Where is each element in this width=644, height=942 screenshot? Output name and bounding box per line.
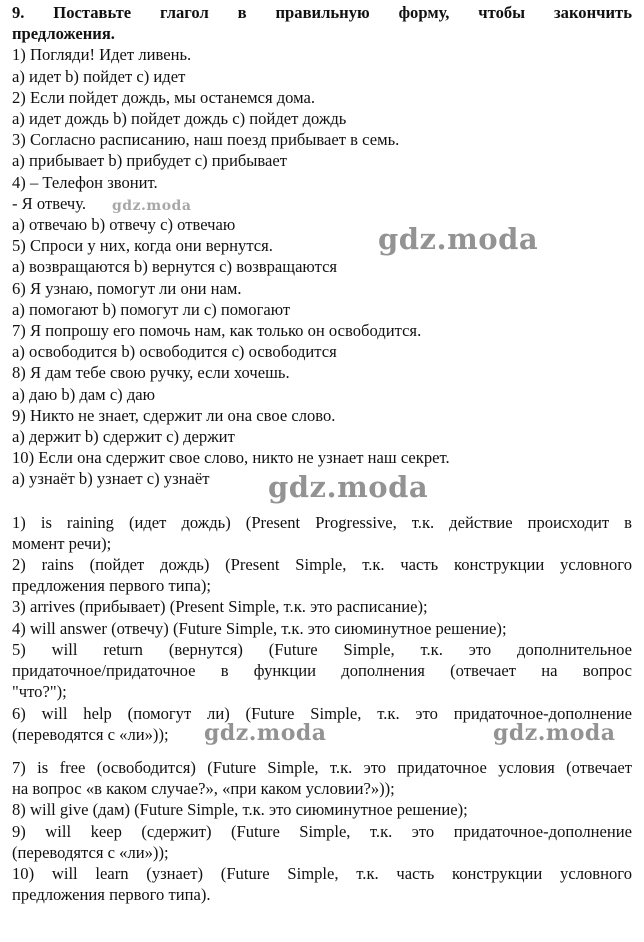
answer-line: "что?");	[12, 682, 67, 702]
answer-line: на вопрос «в каком случае?», «при каком условии?»));	[12, 779, 395, 799]
task-line: 1) Погляди! Идет ливень.	[12, 45, 192, 65]
task-line: a) прибывает b) прибудет c) прибывает	[12, 151, 288, 171]
answer-line: (переводятся с «ли»));	[12, 724, 169, 744]
answer-line: 4) will answer (отвечу) (Future Simple, т.к. это сиюминутное решение);	[12, 618, 507, 638]
task-line: 10) Если она сдержит свое слово, никто не узнает наш секрет.	[12, 448, 450, 468]
answer-line: 1) is raining (идет дождь) (Present Progressive, т.к. действие происходит в	[12, 512, 632, 532]
answer-gap	[12, 745, 632, 757]
answer-line: 10) will learn (узнает) (Future Simple, т.к. часть конструкции условного	[12, 863, 632, 883]
watermark: gdz.moda	[268, 470, 429, 504]
answer-line: предложения первого типа).	[12, 885, 211, 905]
watermark: gdz.moda	[112, 198, 192, 214]
watermark: gdz.moda	[378, 222, 539, 256]
watermark: gdz.moda	[493, 720, 616, 746]
answer-line: 2) rains (пойдет дождь) (Present Simple, т.к. часть конструкции условного	[12, 555, 632, 575]
task-line: a) помогают b) помогут ли c) помогают	[12, 299, 291, 319]
task-line: - Я отвечу.	[12, 193, 87, 213]
task-title: 9. Поставьте глагол в правильную форму, чтобы закончить	[12, 3, 632, 22]
task-line: a) даю b) дам c) даю	[12, 384, 156, 404]
answer-line: 8) will give (дам) (Future Simple, т.к. это сиюминутное решение);	[12, 800, 468, 820]
task-line: 5) Спроси у них, когда они вернутся.	[12, 236, 273, 256]
answer-line: предложения первого типа);	[12, 576, 211, 596]
answer-line: момент речи);	[12, 533, 112, 553]
task-line: a) возвращаются b) вернутся c) возвращаются	[12, 257, 338, 277]
answer-line: 3) arrives (прибывает) (Present Simple, т.к. это расписание);	[12, 597, 428, 617]
answer-line: 6) will help (помогут ли) (Future Simple, т.к. это придаточное-дополнение	[12, 703, 632, 723]
task-line: 4) – Телефон звонит.	[12, 172, 158, 192]
answer-line: 5) will return (вернутся) (Future Simple, т.к. это дополнительное	[12, 639, 632, 659]
task-line: a) отвечаю b) отвечу c) отвечаю	[12, 215, 236, 235]
task-line: 6) Я узнаю, помогут ли они нам.	[12, 278, 242, 298]
task-line: 9) Никто не знает, сдержит ли она свое слово.	[12, 405, 336, 425]
task-line: 8) Я дам тебе свою ручку, если хочешь.	[12, 363, 290, 383]
answer-list	[12, 512, 632, 906]
task-line: a) идет дождь b) пойдет дождь c) пойдет дождь	[12, 109, 347, 129]
task-line: a) освободится b) освободится c) освободится	[12, 342, 337, 362]
watermark: gdz.moda	[204, 720, 327, 746]
document-page	[12, 2, 632, 905]
task-line: a) идет b) пойдет c) идет	[12, 66, 186, 86]
task-line: 7) Я попрошу его помочь нам, как только он освободится.	[12, 321, 422, 341]
answer-line: придаточное/придаточное в функции дополнения (отвечает на вопрос	[12, 661, 632, 681]
answer-line: 7) is free (освободится) (Future Simple, т.к. это придаточное условия (отвечает	[12, 757, 632, 777]
answer-line: 9) will keep (сдержит) (Future Simple, т.к. это придаточное-дополнение	[12, 821, 632, 841]
answer-line: (переводятся с «ли»));	[12, 842, 169, 862]
task-line: a) узнаёт b) узнает c) узнаёт	[12, 469, 210, 489]
task-line: a) держит b) сдержит c) держит	[12, 427, 235, 447]
task-list	[12, 44, 632, 489]
task-line: 2) Если пойдет дождь, мы останемся дома.	[12, 87, 316, 107]
task-title-cont: предложения.	[12, 24, 115, 44]
task-line: 3) Согласно расписанию, наш поезд прибывает в семь.	[12, 130, 400, 150]
